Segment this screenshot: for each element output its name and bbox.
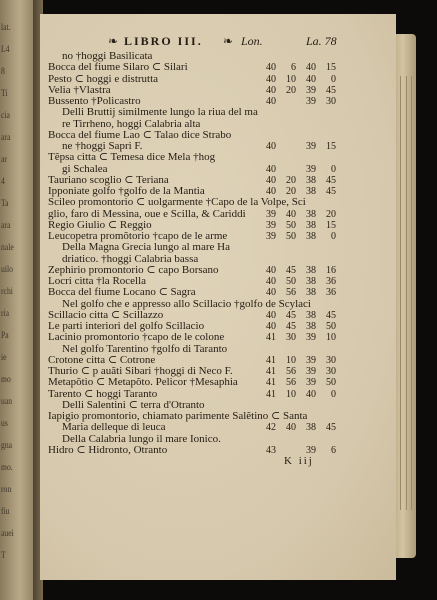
latitude-value: 45 — [326, 422, 336, 434]
left-page-fragment: ara — [1, 132, 11, 142]
gazetteer-row — [48, 377, 388, 388]
latitude-value: 40 — [306, 62, 316, 74]
fleuron-icon: ❧ — [223, 34, 236, 48]
latitude-value: 39 — [306, 377, 316, 389]
place-name: gi Schalea — [62, 162, 108, 175]
latitude-value: 39 — [306, 366, 316, 377]
latitude-value: 39 — [306, 141, 316, 152]
latitude-value: 38 — [306, 231, 316, 242]
latitude-value: 30 — [326, 96, 336, 107]
signature-mark: K iij — [284, 455, 314, 467]
latitude-value: 38 — [306, 264, 316, 276]
latitude-value: 30 — [326, 366, 336, 377]
book-title: LIBRO III. — [124, 34, 203, 48]
place-name: Metapõtio ⊂ Metapõto. Pelicor †Mesaphia — [48, 376, 238, 389]
longitude-value: 41 — [266, 354, 276, 366]
longitude-value: 43 — [266, 444, 276, 456]
left-page-fragment: ie — [1, 352, 7, 362]
latitude-value: 40 — [306, 388, 316, 400]
place-name: driatico. †hoggi Calabria bassa — [62, 252, 199, 265]
place-name: no †hoggi Basilicata — [62, 50, 153, 62]
place-name: Locri citta †la Rocella — [48, 275, 147, 287]
latitude-value: 38 — [306, 174, 316, 186]
latitude-value: 39 — [306, 444, 316, 456]
running-header — [48, 34, 388, 49]
left-page-fragment: cia — [1, 110, 10, 120]
place-name: Nel golfo Tarentino †golfo di Taranto — [62, 342, 228, 355]
left-page-fragment: Ta — [1, 198, 9, 208]
left-page-fragment: T — [1, 550, 6, 560]
left-page-fragment: 4 — [1, 176, 5, 186]
longitude-value: 45 — [286, 309, 296, 321]
left-page-fragment: mo — [1, 374, 11, 384]
place-name: Ipponiate golfo †golfo de la Mantia — [48, 185, 205, 197]
latitude-value: 20 — [326, 208, 336, 220]
longitude-value: 50 — [286, 231, 296, 242]
left-page-fragment: fiu — [1, 506, 10, 516]
left-page-fragment: L4 — [1, 44, 10, 54]
left-facing-page — [0, 0, 36, 600]
left-page-fragment: ron — [1, 484, 12, 494]
latitude-value: 45 — [326, 309, 336, 321]
latitude-value: 36 — [326, 276, 336, 287]
place-name: Crotone citta ⊂ Cotrone — [48, 353, 156, 366]
place-name: Tarento ⊂ hoggi Taranto — [48, 387, 158, 400]
latitude-value: 6 — [331, 444, 336, 456]
latitude-value: 50 — [326, 321, 336, 332]
signature-row — [48, 456, 388, 467]
place-name: Scileo promontorio ⊂ uolgarmente †Capo de la Volpe, Sci — [48, 196, 306, 209]
longitude-value: 50 — [286, 219, 296, 231]
latitude-value: 39 — [306, 96, 316, 107]
latitude-value: 30 — [326, 354, 336, 366]
left-page-fragment: us — [1, 418, 8, 428]
latitude-value: 38 — [306, 321, 316, 332]
latitude-value: 39 — [306, 354, 316, 366]
left-page-fragment: mo. — [1, 462, 13, 472]
latitude-value: 38 — [306, 422, 316, 434]
left-page-fragment: Ti — [1, 88, 8, 98]
longitude-value: 40 — [266, 96, 276, 107]
latitude-value: 39 — [306, 84, 316, 96]
longitude-value: 40 — [266, 309, 276, 321]
longitude-value: 39 — [266, 231, 276, 242]
latitude-heading: La. 78 — [306, 34, 337, 48]
longitude-value: 20 — [286, 174, 296, 186]
latitude-value: 10 — [326, 332, 336, 344]
place-name: Regio Giulio ⊂ Reggio — [48, 218, 152, 231]
place-name: Zephirio promontorio ⊂ capo Borsano — [48, 263, 219, 276]
place-name: ne †hoggi Sapri F. — [62, 140, 143, 152]
longitude-value: 40 — [266, 321, 276, 332]
place-name: Velia †Vlastra — [48, 83, 111, 96]
place-name: Tauriano scoglio ⊂ Teriana — [48, 173, 169, 186]
gazetteer-row — [48, 62, 388, 73]
latitude-value: 50 — [326, 377, 336, 389]
longitude-value: 39 — [266, 208, 276, 220]
longitude-value: 56 — [286, 377, 296, 389]
place-name: Bussento †Policastro — [48, 95, 141, 107]
longitude-value: 56 — [286, 366, 296, 377]
latitude-value: 0 — [331, 388, 336, 400]
longitude-value: 50 — [286, 276, 296, 287]
left-page-fragment: nale — [1, 242, 14, 252]
place-name: Tẽpsa citta ⊂ Temesa dice Mela †hog — [48, 151, 216, 164]
left-page-fragment: rchi — [1, 286, 13, 296]
longitude-value: 56 — [286, 287, 296, 299]
gazetteer-row — [48, 107, 388, 118]
latitude-value: 38 — [306, 287, 316, 299]
left-page-fragment: 8 — [1, 66, 5, 76]
place-name: Le parti interiori del golfo Scillacio — [48, 320, 205, 332]
left-page-fragment: ara — [1, 220, 11, 230]
latitude-value: 39 — [306, 163, 316, 175]
gazetteer-row — [48, 332, 388, 343]
latitude-value: 0 — [331, 73, 336, 85]
longitude-value: 40 — [266, 141, 276, 152]
longitude-value: 40 — [266, 73, 276, 85]
longitude-value: 20 — [286, 84, 296, 96]
longitude-value: 40 — [266, 84, 276, 96]
latitude-value: 0 — [331, 231, 336, 242]
longitude-value: 40 — [266, 287, 276, 299]
place-name: Hidro ⊂ Hidronto, Otranto — [48, 443, 168, 456]
left-page-fragment: lat. — [1, 22, 11, 32]
latitude-value: 38 — [306, 208, 316, 220]
latitude-value: 45 — [326, 174, 336, 186]
place-name: Lacinio promontorio †capo de le colone — [48, 331, 225, 344]
left-page-fragment: ar — [1, 154, 7, 164]
latitude-value: 38 — [306, 276, 316, 287]
longitude-value: 40 — [266, 163, 276, 175]
left-page-fragment: uan — [1, 396, 13, 406]
longitude-value: 10 — [286, 73, 296, 85]
longitude-value: 40 — [286, 422, 296, 434]
longitude-value: 40 — [266, 62, 276, 74]
place-name: Della Magna Grecia lungo al mare Ha — [62, 241, 230, 254]
latitude-value: 15 — [326, 141, 336, 152]
latitude-value: 16 — [326, 264, 336, 276]
longitude-value: 30 — [286, 332, 296, 344]
latitude-value: 0 — [331, 163, 336, 175]
latitude-value: 15 — [326, 219, 336, 231]
longitude-value: 41 — [266, 366, 276, 377]
page-stack-edge — [394, 34, 416, 558]
gazetteer-table — [48, 51, 388, 456]
place-name: glio, faro di Messina, oue e Scilla, & Cariddi — [48, 207, 246, 220]
longitude-value: 6 — [291, 62, 296, 74]
latitude-value: 38 — [306, 186, 316, 197]
place-name: re Tirrheno, hoggi Calabria alta — [62, 117, 201, 130]
place-name: Scillacio citta ⊂ Scillazzo — [48, 308, 164, 321]
place-name: Delli Salentini ⊂ terra d'Otranto — [62, 398, 205, 411]
latitude-value: 40 — [306, 73, 316, 85]
place-name: Maria delleque di leuca — [62, 421, 166, 434]
latitude-value: 39 — [306, 332, 316, 344]
place-name: Pesto ⊂ hoggi e distrutta — [48, 72, 159, 85]
latitude-value: 38 — [306, 219, 316, 231]
longitude-value: 40 — [266, 264, 276, 276]
place-name: Leucopetra promõtorio †capo de le arme — [48, 230, 228, 242]
longitude-value: 45 — [286, 321, 296, 332]
left-page-fragment: auei — [1, 528, 14, 538]
longitude-value: 42 — [266, 422, 276, 434]
place-name: Bocca del fiume Silaro ⊂ Silari — [48, 61, 188, 74]
longitude-value: 40 — [266, 174, 276, 186]
left-page-fragment: ria — [1, 308, 10, 318]
longitude-value: 45 — [286, 264, 296, 276]
place-name: Delli Bruttij similmente lungo la riua del ma — [62, 106, 258, 119]
place-name: Iapigio promontorio, chiamato parimente Salẽtino ⊂ Santa — [48, 410, 308, 422]
place-name: Bocca del fiume Lao ⊂ Talao dice Strabo — [48, 128, 232, 141]
latitude-value: 36 — [326, 287, 336, 299]
latitude-value: 45 — [326, 84, 336, 96]
longitude-value: 20 — [286, 186, 296, 197]
gazetteer-row — [48, 445, 388, 456]
place-name: Della Calabria lungo il mare Ionico. — [62, 432, 221, 445]
place-name: Thurio ⊂ p auãti Sibari †hoggi di Neco F. — [48, 365, 233, 377]
place-name: Nel golfo che e appresso allo Scillacio †golfo de Scylaci — [62, 297, 311, 310]
longitude-value: 10 — [286, 388, 296, 400]
longitude-value: 41 — [266, 377, 276, 389]
longitude-value: 10 — [286, 354, 296, 366]
gazetteer-row — [48, 152, 388, 163]
gazetteer-row — [48, 242, 388, 253]
longitude-value: 41 — [266, 388, 276, 400]
longitude-value: 41 — [266, 332, 276, 344]
left-page-fragment: Pa — [1, 330, 9, 340]
latitude-value: 45 — [326, 186, 336, 197]
longitude-value: 40 — [286, 208, 296, 220]
gazetteer-row — [48, 287, 388, 298]
longitude-heading: Lon. — [241, 34, 263, 48]
longitude-value: 40 — [266, 186, 276, 197]
latitude-value: 38 — [306, 309, 316, 321]
longitude-value: 40 — [266, 276, 276, 287]
gazetteer-row — [48, 422, 388, 433]
book-page — [40, 14, 396, 580]
page-text — [48, 34, 388, 467]
fleuron-icon: ❧ — [108, 34, 121, 48]
left-page-fragment: uilo — [1, 264, 13, 274]
place-name: Bocca del fiume Locano ⊂ Sagra — [48, 286, 196, 299]
latitude-value: 15 — [326, 62, 336, 74]
gazetteer-row — [48, 197, 388, 208]
left-page-fragment: gna — [1, 440, 13, 450]
longitude-value: 39 — [266, 219, 276, 231]
